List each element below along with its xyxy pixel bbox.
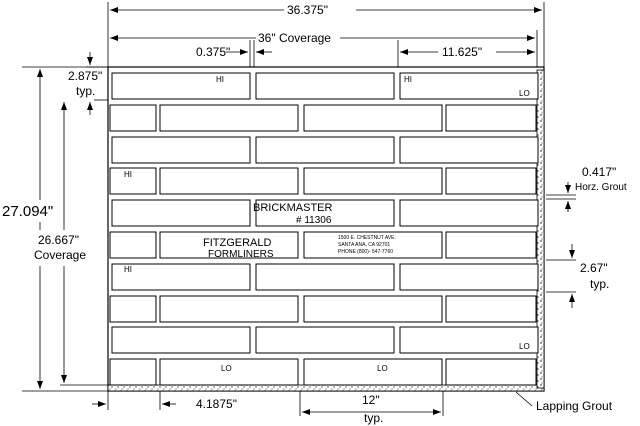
brick-r1-1 — [112, 73, 250, 99]
brick-r9-3 — [400, 327, 538, 353]
coverage-width-label: 36" Coverage — [258, 31, 331, 45]
brick-r8-3 — [304, 296, 442, 322]
brick-r3-3 — [400, 137, 538, 163]
brick-r10-4 — [446, 359, 536, 385]
brick-r4-3 — [304, 168, 442, 194]
lapping-grout-label: Lapping Grout — [536, 399, 613, 413]
brick-r7-1 — [112, 264, 250, 290]
brick-r2-1 — [110, 105, 156, 131]
brick-r9-1 — [112, 327, 250, 353]
brick-length-value: 12" — [362, 393, 380, 407]
brick-r3-2 — [256, 137, 394, 163]
brick-r3-1 — [112, 137, 250, 163]
right-offset-label: 11.625" — [442, 45, 483, 59]
top-course-note: typ. — [76, 84, 96, 98]
lapping-grout-bottom — [108, 385, 544, 391]
course-height-note: typ. — [590, 277, 610, 291]
part-number: # 11306 — [296, 215, 332, 226]
brick-r4-2 — [160, 168, 298, 194]
brick-mark-lo-4: LO — [377, 364, 388, 373]
brick-r7-2 — [256, 264, 394, 290]
overall-height-label: 27.094" — [2, 203, 54, 220]
brick-r2-2 — [160, 105, 298, 131]
brick-r10-3 — [304, 359, 442, 385]
company-name: FITZGERALD — [203, 237, 272, 249]
brick-r8-2 — [160, 296, 298, 322]
brick-r10-1 — [110, 359, 156, 385]
brick-r6-1 — [110, 232, 156, 258]
overall-width-label: 36.375" — [287, 3, 328, 17]
brick-mark-lo-2: LO — [519, 342, 530, 351]
brick-r1-2 — [256, 73, 394, 99]
left-offset-label: 4.1875" — [196, 397, 237, 411]
coverage-height-value: 26.667" — [38, 233, 79, 247]
brick-r9-2 — [256, 327, 394, 353]
brick-r2-3 — [304, 105, 442, 131]
brick-mark-hi-2: HI — [404, 75, 412, 84]
brick-r1-3 — [400, 73, 538, 99]
address-line-1: 1500 E. CHESTNUT AVE. — [338, 235, 396, 241]
horz-grout-label: Horz. Grout — [575, 182, 627, 193]
brick-mark-hi-3: HI — [124, 170, 132, 179]
joint-width-label: 0.375" — [196, 45, 231, 59]
brick-r8-4 — [446, 296, 536, 322]
brick-r7-3 — [400, 264, 538, 290]
course-height-value: 2.67" — [580, 261, 608, 275]
horz-grout-value: 0.417" — [582, 165, 617, 179]
company-subtitle: FORMLINERS — [208, 249, 274, 260]
brick-r8-1 — [110, 296, 156, 322]
coverage-height-label: Coverage — [34, 248, 87, 262]
brick-length-note: typ. — [364, 411, 384, 425]
brick-r5-1 — [112, 200, 250, 226]
address-line-2: SANTA ANA, CA 92701 — [338, 242, 391, 248]
brick-r4-4 — [446, 168, 536, 194]
brick-r4-1 — [110, 168, 156, 194]
brick-mark-lo-3: LO — [221, 364, 232, 373]
brick-mark-hi-1: HI — [216, 75, 224, 84]
brick-mark-hi-4: HI — [124, 265, 132, 274]
brick-r5-3 — [400, 200, 538, 226]
brick-r2-4 — [446, 105, 536, 131]
address-line-3: PHONE (800)- 547-7760 — [338, 249, 394, 255]
product-name: BRICKMASTER — [253, 202, 333, 214]
brick-r6-4 — [446, 232, 536, 258]
top-course-label: 2.875" — [68, 69, 103, 83]
brick-mark-lo-1: LO — [519, 89, 530, 98]
